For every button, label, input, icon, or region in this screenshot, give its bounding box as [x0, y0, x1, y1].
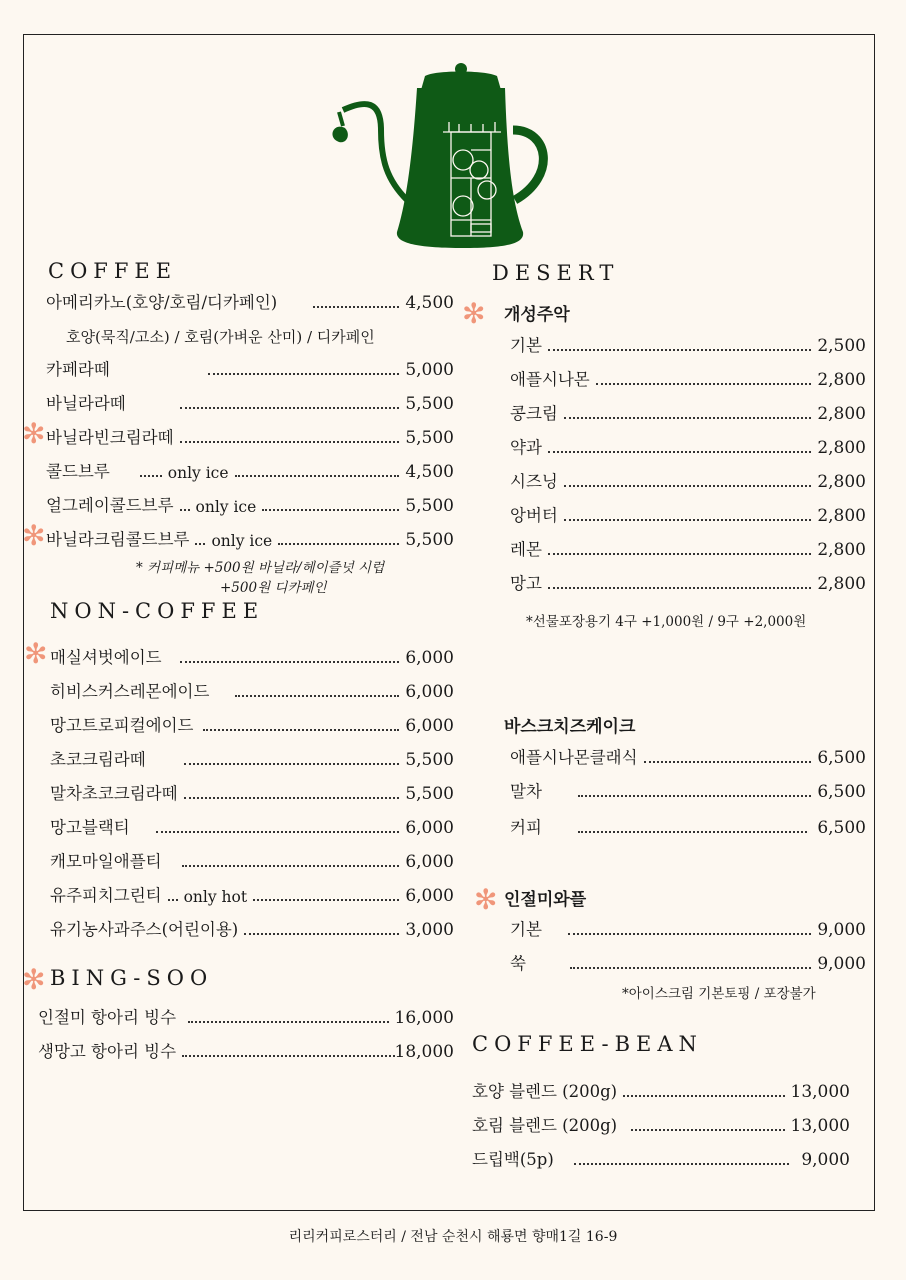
item-price: 3,000	[405, 920, 454, 940]
item-name: 초코크림라떼	[50, 750, 146, 769]
menu-item	[510, 398, 866, 424]
footer-address: 리리커피로스터리 / 전남 순천시 해룡면 향매1길 16-9	[288, 1229, 618, 1245]
menu-item	[510, 364, 866, 390]
menu-item	[46, 388, 454, 414]
item-price: 2,800	[817, 472, 866, 492]
item-name: 말차초코크림라떼	[50, 784, 178, 803]
item-price: 6,000	[405, 648, 454, 668]
item-name: 콜드브루	[46, 462, 110, 481]
item-name: 생망고 항아리 빙수	[38, 1042, 177, 1061]
dot-leader	[156, 830, 400, 833]
item-name: 바닐라라떼	[46, 394, 126, 413]
dot-leader	[623, 1094, 784, 1097]
item-name: 바닐라크림콜드브루	[46, 530, 190, 549]
dot-leader	[564, 518, 812, 521]
item-price: 5,500	[405, 428, 454, 448]
coffee-section-title: COFFEE	[48, 259, 178, 283]
dot-leader	[195, 542, 205, 545]
menu-item	[472, 1110, 850, 1136]
item-name: 시즈닝	[510, 472, 558, 491]
item-price: 5,000	[405, 360, 454, 380]
item-name: 콩크림	[510, 404, 558, 423]
item-price: 9,000	[801, 1150, 850, 1170]
item-price: 9,000	[817, 920, 866, 940]
item-name: 호양 블렌드 (200g)	[472, 1082, 618, 1101]
menu-item	[510, 330, 866, 356]
menu-item	[472, 1144, 850, 1170]
item-price: 5,500	[405, 750, 454, 770]
dot-leader	[568, 932, 811, 935]
item-name: 캐모마일애플티	[50, 852, 162, 871]
dot-leader	[182, 1054, 395, 1057]
dot-leader	[548, 450, 811, 453]
asterisk-icon: ✻	[462, 297, 486, 330]
menu-item	[50, 744, 454, 770]
item-name: 망고블랙티	[50, 818, 130, 837]
menu-item	[50, 812, 454, 838]
menu-item	[510, 500, 866, 526]
item-price: 4,500	[405, 293, 454, 313]
menu-item	[510, 948, 866, 974]
dot-leader	[570, 966, 811, 969]
item-price: 6,000	[405, 818, 454, 838]
item-name: 약과	[510, 438, 542, 457]
item-note: only hot	[183, 888, 248, 906]
menu-item	[510, 742, 866, 768]
dot-leader	[578, 794, 811, 797]
item-price: 5,500	[405, 784, 454, 804]
item-name: 인절미 항아리 빙수	[38, 1008, 177, 1027]
item-name: 기본	[510, 336, 542, 355]
dot-leader	[203, 728, 399, 731]
item-name: 호림 블렌드 (200g)	[472, 1116, 618, 1135]
menu-item	[510, 466, 866, 492]
menu-item	[510, 914, 866, 940]
item-name: 유기농사과주스(어린이용)	[50, 920, 239, 939]
noncoffee-section-title: NON-COFFEE	[50, 599, 265, 623]
item-name: 아메리카노(호양/호림/디카페인)	[46, 293, 278, 312]
item-price: 2,800	[817, 404, 866, 424]
dot-leader	[180, 406, 400, 409]
dot-leader	[140, 474, 162, 477]
item-name: 카페라떼	[46, 360, 110, 379]
menu-item	[50, 846, 454, 872]
item-price: 4,500	[405, 462, 454, 482]
item-name: 히비스커스레몬에이드	[50, 682, 210, 701]
desert-section-title: DESERT	[492, 261, 620, 285]
asterisk-icon: ✻	[474, 883, 498, 916]
asterisk-icon: ✻	[22, 963, 46, 996]
menu-item	[46, 354, 454, 380]
item-name: 애플시나몬	[510, 370, 590, 389]
item-price: 6,000	[405, 682, 454, 702]
menu-item	[50, 914, 454, 940]
dot-leader	[184, 762, 400, 765]
dot-leader	[188, 1020, 389, 1023]
item-price: 2,800	[817, 370, 866, 390]
item-name: 앙버터	[510, 506, 558, 525]
dot-leader	[578, 830, 807, 833]
menu-item	[510, 568, 866, 594]
item-price: 13,000	[790, 1082, 850, 1102]
menu-item	[50, 642, 454, 668]
dot-leader	[253, 898, 399, 901]
item-price: 2,800	[817, 540, 866, 560]
coffee-note: +500원 디카페인	[220, 580, 327, 596]
dot-leader	[313, 305, 399, 308]
item-price: 6,000	[405, 716, 454, 736]
dot-leader	[548, 552, 811, 555]
menu-item	[510, 432, 866, 458]
item-name: 유주피치그린티	[50, 886, 162, 905]
item-name: 얼그레이콜드브루	[46, 496, 174, 515]
asterisk-icon: ✻	[22, 417, 46, 450]
menu-item	[510, 534, 866, 560]
item-name: 망고트로피컬에이드	[50, 716, 194, 735]
dot-leader	[564, 484, 812, 487]
juak-note: *선물포장용기 4구 +1,000원 / 9구 +2,000원	[526, 614, 807, 630]
item-note: only ice	[195, 498, 257, 516]
bingsoo-section-title: BING-SOO	[50, 966, 214, 990]
item-price: 2,500	[817, 336, 866, 356]
menu-item	[50, 676, 454, 702]
item-price: 2,800	[817, 574, 866, 594]
dot-leader	[235, 474, 400, 477]
asterisk-icon: ✻	[22, 519, 46, 552]
bean-section-title: COFFEE-BEAN	[472, 1032, 703, 1056]
menu-item	[46, 524, 454, 550]
dot-leader	[180, 660, 400, 663]
item-price: 16,000	[394, 1008, 454, 1028]
item-name: 기본	[510, 920, 542, 939]
item-name: 바닐라빈크림라떼	[46, 428, 174, 447]
menu-item	[46, 456, 454, 482]
dot-leader	[278, 542, 399, 545]
dot-leader	[180, 508, 190, 511]
menu-item	[46, 422, 454, 448]
dot-leader	[208, 372, 400, 375]
dot-leader	[182, 864, 400, 867]
item-price: 2,800	[817, 438, 866, 458]
dot-leader	[644, 760, 812, 763]
asterisk-icon: ✻	[24, 637, 48, 670]
dot-leader	[631, 1128, 784, 1131]
item-name: 망고	[510, 574, 542, 593]
waffle-subtitle: 인절미와플	[504, 890, 587, 910]
juak-subtitle: 개성주악	[504, 305, 570, 325]
cheesecake-subtitle: 바스크치즈케이크	[504, 717, 636, 737]
item-price: 9,000	[817, 954, 866, 974]
dot-leader	[548, 348, 811, 351]
dot-leader	[596, 382, 812, 385]
item-price: 5,500	[405, 394, 454, 414]
dot-leader	[244, 932, 399, 935]
waffle-note: *아이스크림 기본토핑 / 포장불가	[622, 986, 816, 1002]
item-price: 6,000	[405, 852, 454, 872]
menu-item	[50, 710, 454, 736]
item-name: 레몬	[510, 540, 542, 559]
menu-item	[510, 776, 866, 802]
dot-leader	[574, 1162, 790, 1165]
item-price: 5,500	[405, 496, 454, 516]
menu-item	[50, 778, 454, 804]
dot-leader	[184, 796, 400, 799]
dot-leader	[235, 694, 399, 697]
item-name: 말차	[510, 782, 542, 801]
dot-leader	[168, 898, 178, 901]
menu-item-americano	[46, 287, 454, 313]
americano-note: 호양(묵직/고소) / 호림(가벼운 산미) / 디카페인	[66, 328, 375, 346]
item-note: only ice	[211, 532, 273, 550]
item-name: 드립백(5p)	[472, 1150, 554, 1169]
item-name: 쑥	[510, 954, 526, 973]
menu-item	[46, 490, 454, 516]
dot-leader	[564, 416, 812, 419]
item-price: 6,000	[405, 886, 454, 906]
menu-item	[38, 1002, 454, 1028]
coffee-note: * 커피메뉴 +500원 바닐라/헤이즐넛 시럽	[136, 560, 385, 576]
item-name: 애플시나몬클래식	[510, 748, 638, 767]
menu-item	[510, 812, 866, 838]
item-price: 13,000	[790, 1116, 850, 1136]
menu-item	[38, 1036, 454, 1062]
item-note: only ice	[167, 464, 229, 482]
kettle-icon	[325, 60, 555, 252]
item-price: 2,800	[817, 506, 866, 526]
item-name: 커피	[510, 818, 542, 837]
item-price: 5,500	[405, 530, 454, 550]
item-price: 6,500	[817, 782, 866, 802]
item-price: 6,500	[817, 748, 866, 768]
item-price: 18,000	[394, 1042, 454, 1062]
dot-leader	[262, 508, 399, 511]
item-price: 6,500	[817, 818, 866, 838]
menu-item	[472, 1076, 850, 1102]
dot-leader	[180, 440, 400, 443]
menu-item	[50, 880, 454, 906]
item-name: 매실셔벗에이드	[50, 648, 162, 667]
dot-leader	[548, 586, 811, 589]
